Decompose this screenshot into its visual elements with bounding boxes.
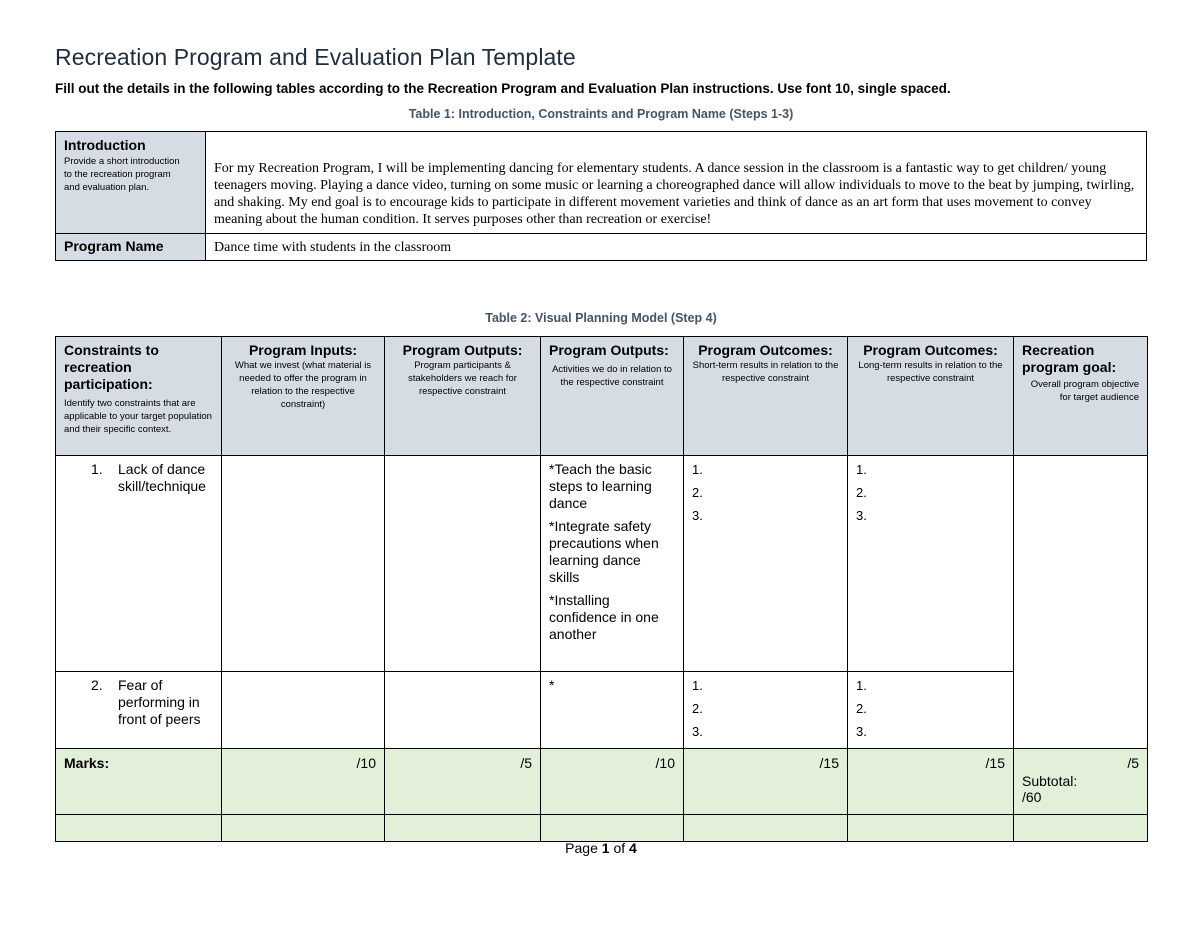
header-outputs-participants bbox=[385, 337, 541, 456]
list-item: 3. bbox=[692, 724, 703, 739]
subtotal-value: /60 bbox=[1022, 789, 1042, 805]
list-item: 2. bbox=[856, 701, 867, 716]
empty-cell bbox=[222, 815, 385, 842]
header-inputs bbox=[222, 337, 385, 456]
list-item: 1. bbox=[692, 678, 703, 693]
row2-constraint-cell[interactable] bbox=[56, 672, 222, 749]
marks-goal: /5 bbox=[1127, 755, 1139, 771]
header-outcomes2-sub: Long-term results in relation to the respective constraint bbox=[858, 360, 1003, 384]
header-outputs1-sub: Program participants & stakeholders we reach for respective constraint bbox=[408, 360, 517, 397]
intro-label: Introduction bbox=[64, 137, 146, 153]
list-item: 1. bbox=[856, 678, 867, 693]
page-footer bbox=[55, 840, 1147, 856]
row2-outputs-participants-cell[interactable] bbox=[385, 672, 541, 749]
marks-outcomes-short: /15 bbox=[684, 749, 848, 815]
header-outcomes-short bbox=[684, 337, 848, 456]
row1-activity-1: *Teach the basic steps to learning dance bbox=[549, 461, 652, 511]
list-item: 3. bbox=[692, 508, 703, 523]
document-title: Recreation Program and Evaluation Plan Template bbox=[55, 44, 576, 70]
empty-cell bbox=[56, 815, 222, 842]
row1-inputs-cell[interactable] bbox=[222, 456, 385, 672]
marks-row bbox=[56, 749, 1148, 815]
header-outputs1-title: Program Outputs: bbox=[402, 342, 523, 358]
header-outcomes2-title: Program Outcomes: bbox=[863, 342, 998, 358]
marks-outputs-participants: /5 bbox=[385, 749, 541, 815]
footer-current-page: 1 bbox=[601, 840, 610, 856]
program-name-label-cell bbox=[56, 234, 206, 261]
list-item: 2. bbox=[692, 701, 703, 716]
intro-text-cell[interactable] bbox=[206, 132, 1147, 234]
row1-activities-cell[interactable] bbox=[541, 456, 684, 672]
row2-long-term-cell[interactable] bbox=[848, 672, 1014, 749]
header-constraints-title: Constraints to recreation participation: bbox=[64, 342, 159, 392]
intro-description: Provide a short introduction to the recreation program and evaluation plan. bbox=[64, 156, 180, 193]
table1-caption: Table 1: Introduction, Constraints and Program Name (Steps 1-3) bbox=[408, 107, 794, 121]
row2-constraint: Fear of performing in front of peers bbox=[118, 677, 201, 727]
list-item: 3. bbox=[856, 508, 867, 523]
header-goal-title: Recreation program goal: bbox=[1022, 342, 1117, 375]
list-item: 1. bbox=[856, 462, 867, 477]
header-outcomes1-sub: Short-term results in relation to the respective constraint bbox=[692, 360, 839, 384]
header-outputs2-sub: Activities we do in relation to the respective constraint bbox=[552, 364, 672, 388]
program-name-cell[interactable] bbox=[206, 234, 1147, 261]
header-inputs-title: Program Inputs: bbox=[248, 342, 358, 358]
program-name-value: Dance time with students in the classroom bbox=[214, 240, 452, 255]
empty-cell bbox=[848, 815, 1014, 842]
marks-inputs: /10 bbox=[222, 749, 385, 815]
footer-of-word: of bbox=[613, 840, 626, 856]
footer-page-word: Page bbox=[565, 840, 598, 856]
marks-outcomes-long: /15 bbox=[848, 749, 1014, 815]
intro-label-cell bbox=[56, 132, 206, 234]
header-constraints bbox=[56, 337, 222, 456]
marks-goal-cell bbox=[1014, 749, 1148, 815]
list-item: 3. bbox=[856, 724, 867, 739]
header-goal bbox=[1014, 337, 1148, 456]
instructions-text: Fill out the details in the following tables according to the Recreation Program and Evaluation Plan instructions. Use font 10, single spaced. bbox=[55, 81, 951, 96]
list-item: 2. bbox=[856, 485, 867, 500]
row2-short-term-cell[interactable] bbox=[684, 672, 848, 749]
row1-constraint-cell[interactable] bbox=[56, 456, 222, 672]
row1-constraint: Lack of dance skill/technique bbox=[118, 461, 206, 494]
row1-short-term-cell[interactable] bbox=[684, 456, 848, 672]
footer-total-pages: 4 bbox=[629, 840, 637, 856]
marks-outputs-activities: /10 bbox=[541, 749, 684, 815]
table2-visual-planning-model bbox=[55, 336, 1148, 842]
row2-activity-1: * bbox=[549, 677, 555, 693]
row2-inputs-cell[interactable] bbox=[222, 672, 385, 749]
header-outcomes-long bbox=[848, 337, 1014, 456]
row1-activity-3: *Installing confidence in one another bbox=[549, 592, 659, 642]
list-item: 2. bbox=[692, 485, 703, 500]
header-outputs2-title: Program Outputs: bbox=[549, 342, 669, 358]
intro-text: For my Recreation Program, I will be implementing dancing for elementary students. A dance session in the classroom is a fantastic way to get children/ young teenagers moving. Playing a dance video, turning on some music or learning a choreographed dance will allow individuals to move to the beat by jumping, twirling, and shaking. My end goal is to encourage kids to participate in different movement varieties and think of dance as an art form that uses movement to convey meaning about the human condition. It serves purposes other than recreation or exercise! bbox=[214, 161, 1135, 227]
empty-row bbox=[56, 815, 1148, 842]
empty-cell bbox=[1014, 815, 1148, 842]
header-inputs-sub: What we invest (what material is needed to offer the program in relation to the respective constraint) bbox=[234, 360, 372, 410]
header-goal-sub: Overall program objective for target audience bbox=[1030, 379, 1139, 403]
empty-cell bbox=[684, 815, 848, 842]
row2-number: 2. bbox=[91, 677, 103, 693]
table-row bbox=[56, 672, 1148, 749]
row1-number: 1. bbox=[91, 461, 103, 477]
table-row bbox=[56, 456, 1148, 672]
empty-cell bbox=[541, 815, 684, 842]
row1-long-term-cell[interactable] bbox=[848, 456, 1014, 672]
header-outputs-activities bbox=[541, 337, 684, 456]
header-constraints-sub: Identify two constraints that are applicable to your target population and their specific context. bbox=[64, 398, 212, 435]
subtotal-label: Subtotal: bbox=[1022, 773, 1078, 789]
empty-cell bbox=[385, 815, 541, 842]
row1-activity-2: *Integrate safety precautions when learning dance skills bbox=[549, 518, 659, 585]
row2-activities-cell[interactable] bbox=[541, 672, 684, 749]
goal-cell[interactable] bbox=[1014, 456, 1148, 749]
row1-outputs-participants-cell[interactable] bbox=[385, 456, 541, 672]
list-item: 1. bbox=[692, 462, 703, 477]
marks-label: Marks: bbox=[56, 749, 222, 815]
table1-introduction bbox=[55, 131, 1147, 261]
header-outcomes1-title: Program Outcomes: bbox=[698, 342, 833, 358]
program-name-label: Program Name bbox=[64, 238, 164, 254]
table2-caption: Table 2: Visual Planning Model (Step 4) bbox=[485, 311, 717, 325]
